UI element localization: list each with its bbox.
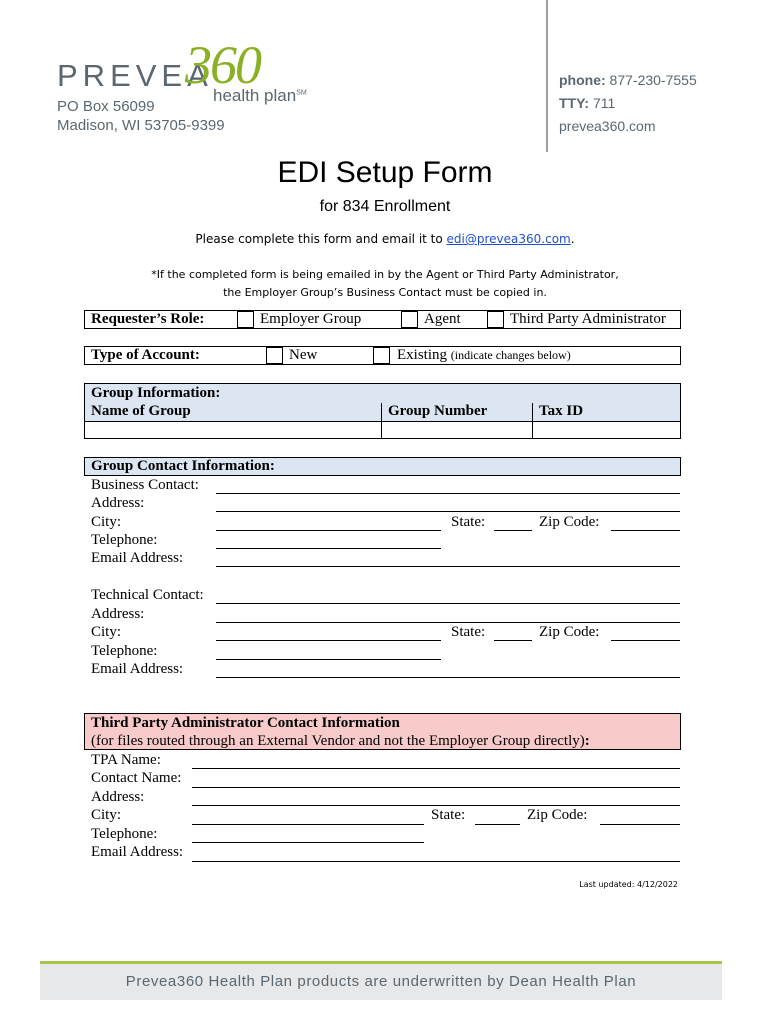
tpa-state-field[interactable] [475,824,520,825]
business-city-field[interactable] [216,530,441,531]
footer-banner: Prevea360 Health Plan products are underwritten by Dean Health Plan [40,964,722,1000]
agent-label: Agent [424,311,461,327]
tpa-telephone-field[interactable] [192,842,424,843]
business-zip-label: Zip Code: [539,514,600,530]
email-link[interactable]: edi@prevea360.com [446,232,571,246]
phone-label: phone: [559,72,606,88]
business-zip-field[interactable] [611,530,680,531]
page-title: EDI Setup Form [277,156,493,189]
group-info-divider-1 [381,403,382,438]
tpa-checkbox[interactable] [487,311,504,328]
technical-email-field[interactable] [216,677,680,678]
group-info-divider-2 [532,403,533,438]
technical-zip-field[interactable] [611,640,680,641]
business-contact-field[interactable] [216,493,680,494]
phone-value: 877-230-7555 [609,72,697,88]
tpa-state-label: State: [431,807,466,823]
existing-label-text: Existing [397,347,448,363]
tpa-email-field[interactable] [192,861,680,862]
technical-state-field[interactable] [494,640,532,641]
technical-contact-label: Technical Contact: [91,587,204,603]
phone-line [559,72,697,88]
group-number-input[interactable] [383,422,531,438]
website[interactable]: prevea360.com [559,118,656,134]
new-account-label: New [289,347,318,363]
last-updated: Last updated: 4/12/2022 [579,880,678,889]
instruction-prefix: Please complete this form and email it to [195,232,447,246]
name-of-group-input[interactable] [86,422,380,438]
tax-id-header: Tax ID [539,403,584,419]
tpa-name-field[interactable] [192,768,680,769]
technical-email-label: Email Address: [91,661,184,677]
business-email-field[interactable] [216,566,680,567]
logo-servicemark: SM [296,89,307,97]
new-account-checkbox[interactable] [266,347,283,364]
account-type-label: Type of Account: [91,347,200,363]
tpa-city-label: City: [91,807,122,823]
group-info-table [84,383,681,439]
tty-label: TTY: [559,95,590,111]
employer-group-label: Employer Group [260,311,362,327]
group-contact-heading: Group Contact Information: [91,458,275,474]
logo-number: 360 [185,35,260,95]
business-address-field[interactable] [216,511,680,512]
technical-city-field[interactable] [216,640,441,641]
city-line: Madison, WI 53705-9399 [57,117,225,134]
existing-note: (indicate changes below) [450,348,571,362]
business-telephone-field[interactable] [216,548,441,549]
technical-address-label: Address: [91,606,145,622]
technical-contact-field[interactable] [216,603,680,604]
technical-city-label: City: [91,624,122,640]
tpa-contact-name-field[interactable] [192,787,680,788]
po-box: PO Box 56099 [57,98,155,115]
business-address-label: Address: [91,495,145,511]
group-info-heading: Group Information: [91,385,221,401]
technical-zip-label: Zip Code: [539,624,600,640]
tty-line [559,95,615,111]
business-contact-label: Business Contact: [91,477,199,493]
tax-id-input[interactable] [534,422,679,438]
tpa-zip-field[interactable] [600,824,680,825]
logo-subtitle-text: health plan [213,86,297,105]
tpa-telephone-label: Telephone: [91,826,158,842]
logo-wordmark: PREVEA [57,58,213,93]
group-number-header: Group Number [388,403,488,419]
instruction-suffix: . [570,232,575,246]
instruction-text [0,232,770,246]
existing-account-label [397,347,571,364]
tty-value: 711 [592,95,616,111]
employer-group-checkbox[interactable] [237,311,254,328]
technical-address-field[interactable] [216,622,680,623]
tpa-name-label: TPA Name: [91,752,161,768]
technical-telephone-label: Telephone: [91,643,158,659]
tpa-subheading-text: (for files routed through an External Vendor and not the Employer Group directly) [91,733,585,749]
tpa-heading: Third Party Administrator Contact Information [91,715,400,731]
logo-subtitle [213,86,307,106]
business-city-label: City: [91,514,122,530]
business-telephone-label: Telephone: [91,532,158,548]
page-subtitle: for 834 Enrollment [319,198,451,215]
header-divider [546,0,548,152]
requester-role-label: Requester’s Role: [91,311,205,327]
existing-account-checkbox[interactable] [373,347,390,364]
tpa-zip-label: Zip Code: [527,807,588,823]
tpa-email-label: Email Address: [91,844,184,860]
agent-checkbox[interactable] [401,311,418,328]
business-state-field[interactable] [494,530,532,531]
tpa-address-label: Address: [91,789,145,805]
note-text [0,266,770,302]
tpa-subheading-colon: : [584,733,590,749]
business-state-label: State: [451,514,486,530]
tpa-city-field[interactable] [192,824,424,825]
tpa-label: Third Party Administrator [510,311,666,327]
name-of-group-header: Name of Group [91,403,191,419]
tpa-address-field[interactable] [192,805,680,806]
tpa-subheading [91,733,590,750]
note-line-1: *If the completed form is being emailed in by the Agent or Third Party Administrator, [151,268,619,281]
note-line-2: the Employer Group’s Business Contact must be copied in. [223,286,547,299]
technical-telephone-field[interactable] [216,659,441,660]
business-email-label: Email Address: [91,550,184,566]
tpa-contact-name-label: Contact Name: [91,770,182,786]
technical-state-label: State: [451,624,486,640]
